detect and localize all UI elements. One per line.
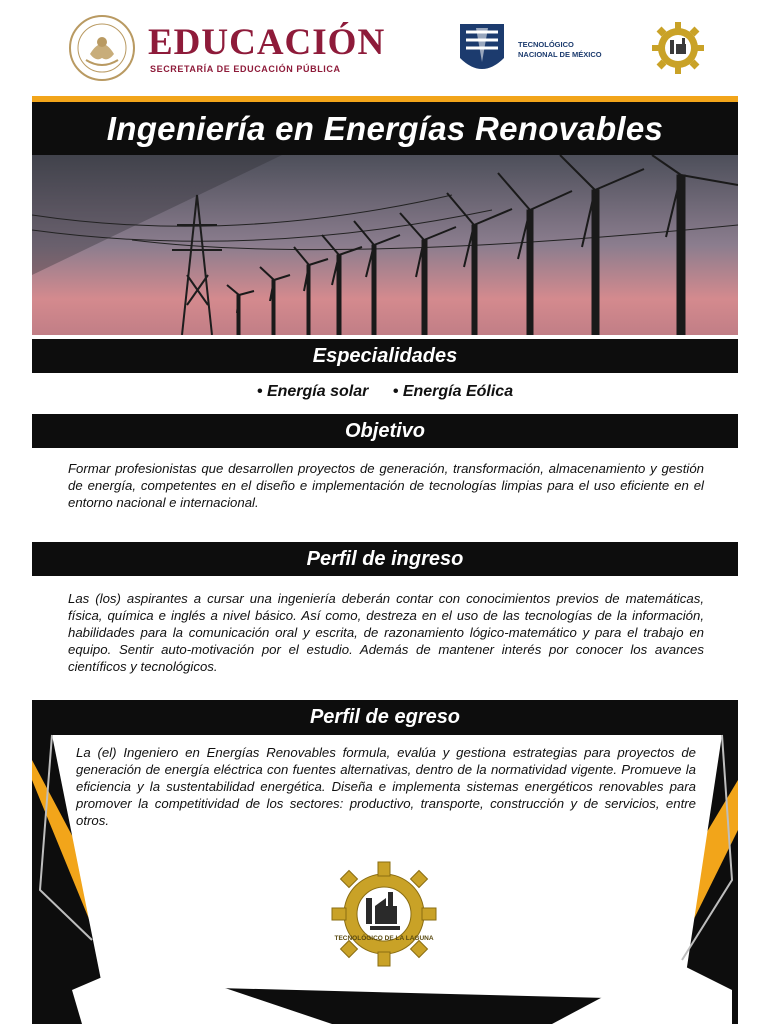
emblem-text: TECNOLÓGICO DE LA LAGUNA <box>334 935 434 942</box>
tecnm-logo-icon <box>456 18 508 78</box>
education-subtitle: SECRETARÍA DE EDUCACIÓN PÚBLICA <box>150 64 341 74</box>
poster <box>32 0 738 1024</box>
especialidades-heading: Especialidades <box>312 345 458 367</box>
ingreso-text: Las (los) aspirantes a cursar una ingeniería deberán contar con conocimientos previos de matemáticas, física, química e inglés a nivel básico. Así como, destreza en el uso de las tecnologías de la información, habilidades para la comunicación oral y escrita, de razonamiento lógico-matemático y para el trabajo en equipo. Sentir auto-motivación por el estudio. Además de mantener interés por conocer los avances científicos y tecnológicos. <box>68 591 704 674</box>
specialty-eolica: Energía Eólica <box>402 383 514 400</box>
title-band <box>32 96 738 158</box>
wind-farm-photo <box>32 155 738 335</box>
objetivo-heading: Objetivo <box>344 420 425 442</box>
institution-gear-logo-icon <box>650 20 706 76</box>
ingreso-heading-band <box>32 542 738 576</box>
tecnm-text <box>518 40 602 60</box>
egreso-text: La (el) Ingeniero en Energías Renovables formula, evalúa y gestiona estrategias para proyectos de generación de energía eléctrica con fuentes alternativas, dentro de la normatividad vigente. Promueve la eficiencia y la sustentabilidad energética. Diseña e implementa sistemas energéticos renovables para promover la competitividad de los sectores: productivo, transporte, construcción y de servicios, entre otros. <box>76 745 696 828</box>
header <box>32 0 738 96</box>
page-title: Ingeniería en Energías Renovables <box>106 110 664 147</box>
tecnologico-laguna-emblem-icon <box>328 858 440 970</box>
specialty-item: • Energía solar <box>256 383 369 400</box>
tecnm-line2: NACIONAL DE MÉXICO <box>518 50 602 60</box>
objetivo-heading-band <box>32 414 738 448</box>
mexico-seal-icon <box>68 14 136 82</box>
specialty-solar: Energía solar <box>266 383 369 400</box>
ingreso-heading: Perfil de ingreso <box>306 548 464 570</box>
egreso-heading: Perfil de egreso <box>309 706 461 728</box>
objetivo-text: Formar profesionistas que desarrollen proyectos de generación, transformación, almacenamiento y gestión de energía, competentes en el diseño e implementación de tecnologías limpias para el uso eficiente en el entorno nacional e internacional. <box>68 461 704 510</box>
education-wordmark: EDUCACIÓN <box>148 22 386 63</box>
especialidades-list <box>32 374 738 410</box>
specialty-item: • Energía Eólica <box>392 383 514 400</box>
especialidades-heading-band <box>32 339 738 373</box>
egreso-heading-band <box>32 700 738 734</box>
tecnm-line1: TECNOLÓGICO <box>518 40 574 49</box>
